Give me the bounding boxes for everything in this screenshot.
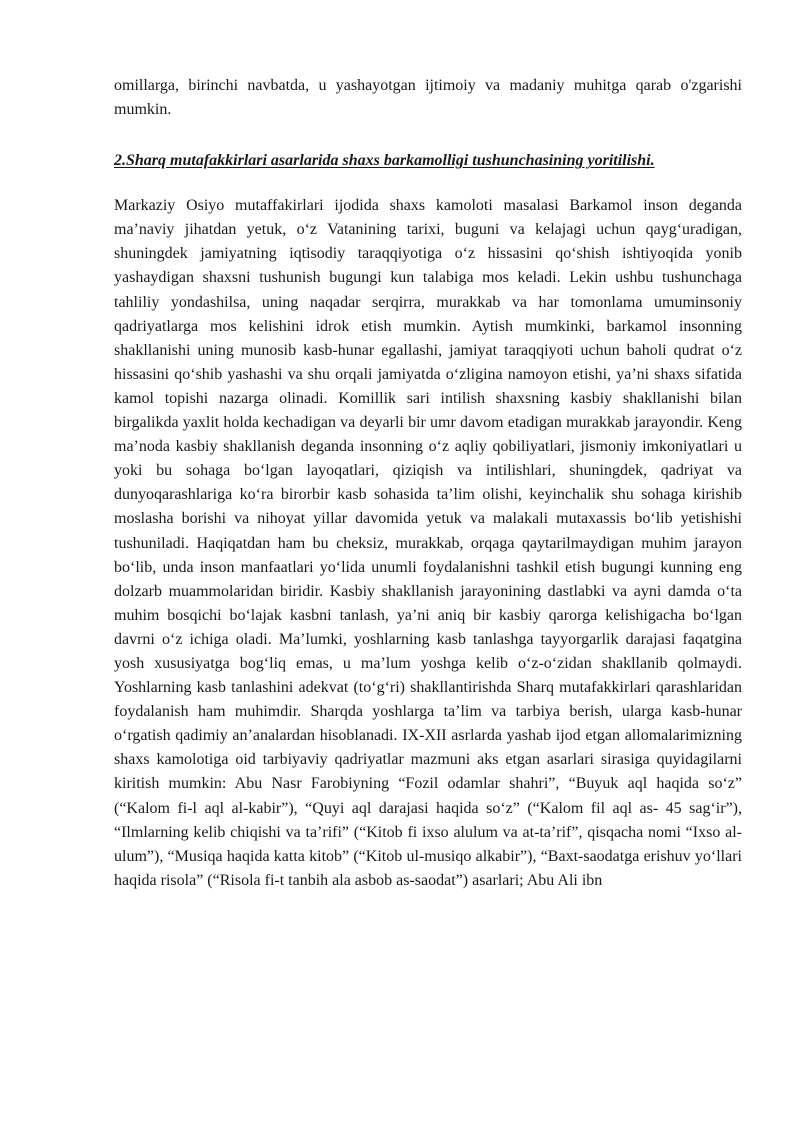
document-page xyxy=(114,74,742,893)
paragraph-continuation: omillarga, birinchi navbatda, u yashayotgan ijtimoiy va madaniy muhitga qarab o'zgarishi mumkin. xyxy=(114,77,742,119)
paragraph-body: Markaziy Osiyo mutaffakirlari ijodida shaxs kamoloti masalasi Barkamol inson deganda ma’naviy jihatdan yetuk, o‘z Vatanining tarixi, buguni va kelajagi uchun qayg‘uradigan, shuningdek jamiyatning iqtisodiy taraqqiyotiga o‘z hissasini qo‘shish ishtiyoqida yonib yashaydigan shaxsni tushunish bugungi kun talabiga mos keladi. Lekin ushbu tushunchaga tahliliy yondashilsa, uning naqadar serqirra, murakkab va har tomonlama umuminsoniy qadriyatlarga mos kelishini idrok etish mumkin. Aytish mumkinki, barkamol insonning shakllanishi uning munosib kasb-hunar egallashi, jamiyat taraqqiyoti uchun baholi qudrat o‘z hissasini qo‘shib yashashi va shu orqali jamiyatda o‘zligina namoyon etishi, ya’ni shaxs sifatida kamol topishi nazarga olinadi. Komillik sari intilish shaxsning kasbiy shakllanishi bilan birgalikda yaxlit holda kechadigan va deyarli bir umr davom etadigan murakkab jarayondir. Keng ma’noda kasbiy shakllanish deganda insonning o‘z aqliy qobiliyatlari, jismoniy imkoniyatlari u yoki bu sohaga bo‘lgan layoqatlari, qiziqish va intilishlari, shuningdek, qadriyat va dunyoqarashlariga ko‘ra birorbir kasb sohasida ta’lim olishi, keyinchalik shu sohaga kirishib moslasha borishi va nihoyat yillar davomida yetuk va malakali mutaxassis bo‘lib yetishishi tushuniladi. Haqiqatdan ham bu cheksiz, murakkab, orqaga qaytarilmaydigan muhim jarayon bo‘lib, unda inson manfaatlari yo‘lida unumli foydalanishni tashkil etish bugungi kunning eng dolzarb muammolaridan biridir. Kasbiy shakllanish jarayonining dastlabki va ayni damda o‘ta muhim bosqichi bo‘lajak kasbni tanlash, ya’ni aniq bir kasbiy qarorga kelishigacha bo‘lgan davrni o‘z ichiga oladi. Ma’lumki, yoshlarning kasb tanlashga tayyorgarlik darajasi faqatgina yosh xususiyatga bog‘liq emas, u ma’lum yoshga kelib o‘z-o‘zidan shakllanib qolmaydi. Yoshlarning kasb tanlashini adekvat (to‘g‘ri) shakllantirishda Sharq mutafakkirlari qarashlaridan foydalanish ham muhimdir. Sharqda yoshlarga ta’lim va tarbiya berish, ularga kasb-hunar o‘rgatish qadimiy an’analardan hisoblanadi. IX-XII asrlarda yashab ijod etgan allomalarimizning shaxs kamolotiga oid tarbiyaviy qadriyatlar mazmuni aks etgan asarlari sirasiga quyidagilarni kiritish mumkin: Abu Nasr Farobiyning “Fozil odamlar shahri”, “Buyuk aql haqida so‘z” (“Kalom fi-l aql al-kabir”), “Quyi aql darajasi haqida so‘z” (“Kalom fil aql as- 45 sag‘ir”), “Ilmlarning kelib chiqishi va ta’rifi” (“Kitob fi ixso alulum va at-ta’rif”, qisqacha nomi “Ixso al-ulum”), “Musiqa haqida katta kitob” (“Kitob ul-musiqo alkabir”), “Baxt-saodatga erishuv yo‘llari haqida risola” (“Risola fi-t tanbih ala asbob as-saodat”) asarlari; Abu Ali ibn xyxy=(114,197,742,889)
section-heading: 2.Sharq mutafakkirlari asarlarida shaxs barkamolligi tushunchasining yoritilishi. xyxy=(114,152,655,170)
